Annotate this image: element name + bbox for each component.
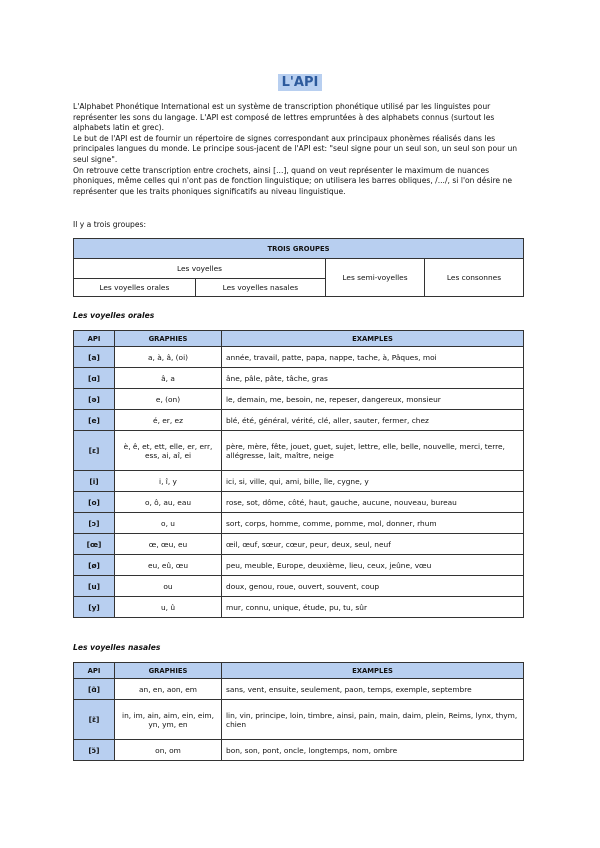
table-row xyxy=(74,410,524,431)
table-row xyxy=(74,700,524,740)
cell-examples: lin, vin, principe, loin, timbre, ainsi, pain, main, daim, plein, Reims, lynx, thym, chien xyxy=(222,700,524,740)
groups-voyelles-nasales: Les voyelles nasales xyxy=(195,279,325,297)
cell-api: [ɔ] xyxy=(74,513,115,534)
intro-paragraph: On retrouve cette transcription entre crochets, ainsi [...], quand on veut représenter le maximum de nuances phoniques, même celles qui n'ont pas de fonction linguistique; on utilisera les barres obliques, /.../, si l'on désire ne représenter que les traits phoniques significatifs au niveau linguistique. xyxy=(73,165,512,196)
cell-examples: sans, vent, ensuite, seulement, paon, temps, exemple, septembre xyxy=(222,679,524,700)
cell-examples: doux, genou, roue, ouvert, souvent, coup xyxy=(222,576,524,597)
cell-examples: âne, pâle, pâte, tâche, gras xyxy=(222,368,524,389)
cell-examples: sort, corps, homme, comme, pomme, mol, donner, rhum xyxy=(222,513,524,534)
cell-examples: rose, sot, dôme, côté, haut, gauche, aucune, nouveau, bureau xyxy=(222,492,524,513)
cell-api: [ɛ̃] xyxy=(74,700,115,740)
cell-graphies: i, î, y xyxy=(115,471,222,492)
cell-graphies: ou xyxy=(115,576,222,597)
cell-api: [ɛ] xyxy=(74,431,115,471)
cell-graphies: o, u xyxy=(115,513,222,534)
cell-api: [y] xyxy=(74,597,115,618)
col-header-graphies: GRAPHIES xyxy=(115,663,222,679)
groups-table-header: TROIS GROUPES xyxy=(74,239,524,259)
table-row xyxy=(74,534,524,555)
cell-api: [ɔ̃] xyxy=(74,740,115,761)
cell-examples: ici, si, ville, qui, ami, bille, île, cygne, y xyxy=(222,471,524,492)
table-row xyxy=(74,740,524,761)
cell-graphies: o, ô, au, eau xyxy=(115,492,222,513)
groups-table xyxy=(73,238,524,297)
cell-examples: mur, connu, unique, étude, pu, tu, sûr xyxy=(222,597,524,618)
cell-examples: père, mère, fête, jouet, guet, sujet, lettre, elle, belle, nouvelle, merci, terre, allégresse, lait, maître, neige xyxy=(222,431,524,471)
cell-api: [u] xyxy=(74,576,115,597)
groups-consonnes: Les consonnes xyxy=(425,259,524,297)
groups-voyelles-orales: Les voyelles orales xyxy=(74,279,196,297)
cell-graphies: u, û xyxy=(115,597,222,618)
cell-api: [i] xyxy=(74,471,115,492)
cell-graphies: an, en, aon, em xyxy=(115,679,222,700)
table-row xyxy=(74,368,524,389)
cell-examples: œil, œuf, sœur, cœur, peur, deux, seul, neuf xyxy=(222,534,524,555)
table-row xyxy=(74,597,524,618)
cell-api: [a] xyxy=(74,347,115,368)
cell-examples: peu, meuble, Europe, deuxième, lieu, ceux, jeûne, vœu xyxy=(222,555,524,576)
cell-examples: le, demain, me, besoin, ne, repeser, dangereux, monsieur xyxy=(222,389,524,410)
table-row xyxy=(74,389,524,410)
cell-graphies: in, im, ain, aim, ein, eim, yn, ym, en xyxy=(115,700,222,740)
groups-intro: Il y a trois groupes: xyxy=(73,220,147,229)
col-header-api: API xyxy=(74,663,115,679)
cell-graphies: â, a xyxy=(115,368,222,389)
cell-examples: année, travail, patte, papa, nappe, tache, à, Pâques, moi xyxy=(222,347,524,368)
table-row xyxy=(74,431,524,471)
intro-text xyxy=(73,102,528,197)
cell-graphies: é, er, ez xyxy=(115,410,222,431)
cell-api: [œ] xyxy=(74,534,115,555)
groups-semi-voyelles: Les semi-voyelles xyxy=(326,259,425,297)
cell-api: [ø] xyxy=(74,555,115,576)
nasal-vowels-table xyxy=(73,662,524,761)
intro-paragraph: L'Alphabet Phonétique International est un système de transcription phonétique utilisé par les linguistes pour représenter les sons du langage. L'API est composé de lettres empruntées à des alphabets connus (surtout les alphabets latin et grec). xyxy=(73,102,495,133)
cell-api: [e] xyxy=(74,410,115,431)
cell-graphies: on, om xyxy=(115,740,222,761)
cell-api: [ɑ̃] xyxy=(74,679,115,700)
table-row xyxy=(74,471,524,492)
intro-paragraph: Le but de l'API est de fournir un répertoire de signes correspondant aux principaux phonèmes réalisés dans les principales langues du monde. Le principe sous-jacent de l'API est: "seul signe pour un seul son, un seul son pour un seul signe". xyxy=(73,133,518,164)
section-title-orales: Les voyelles orales xyxy=(73,311,155,320)
oral-vowels-table xyxy=(73,330,524,618)
table-row xyxy=(74,576,524,597)
table-row xyxy=(74,347,524,368)
groups-voyelles: Les voyelles xyxy=(74,259,326,279)
cell-api: [ɑ] xyxy=(74,368,115,389)
col-header-graphies: GRAPHIES xyxy=(115,331,222,347)
cell-graphies: è, ê, et, ett, elle, er, err, ess, ai, aî, ei xyxy=(115,431,222,471)
col-header-examples: EXAMPLES xyxy=(222,331,524,347)
cell-graphies: eu, eû, œu xyxy=(115,555,222,576)
cell-examples: bon, son, pont, oncle, longtemps, nom, ombre xyxy=(222,740,524,761)
section-title-nasales: Les voyelles nasales xyxy=(73,643,161,652)
cell-api: [o] xyxy=(74,492,115,513)
cell-api: [ə] xyxy=(74,389,115,410)
cell-examples: blé, été, général, vérité, clé, aller, sauter, fermer, chez xyxy=(222,410,524,431)
table-row xyxy=(74,513,524,534)
table-row xyxy=(74,492,524,513)
cell-graphies: e, (on) xyxy=(115,389,222,410)
cell-graphies: a, à, â, (oi) xyxy=(115,347,222,368)
page-title: L'API xyxy=(0,71,600,91)
table-row xyxy=(74,555,524,576)
col-header-examples: EXAMPLES xyxy=(222,663,524,679)
table-row xyxy=(74,679,524,700)
col-header-api: API xyxy=(74,331,115,347)
cell-graphies: œ, œu, eu xyxy=(115,534,222,555)
